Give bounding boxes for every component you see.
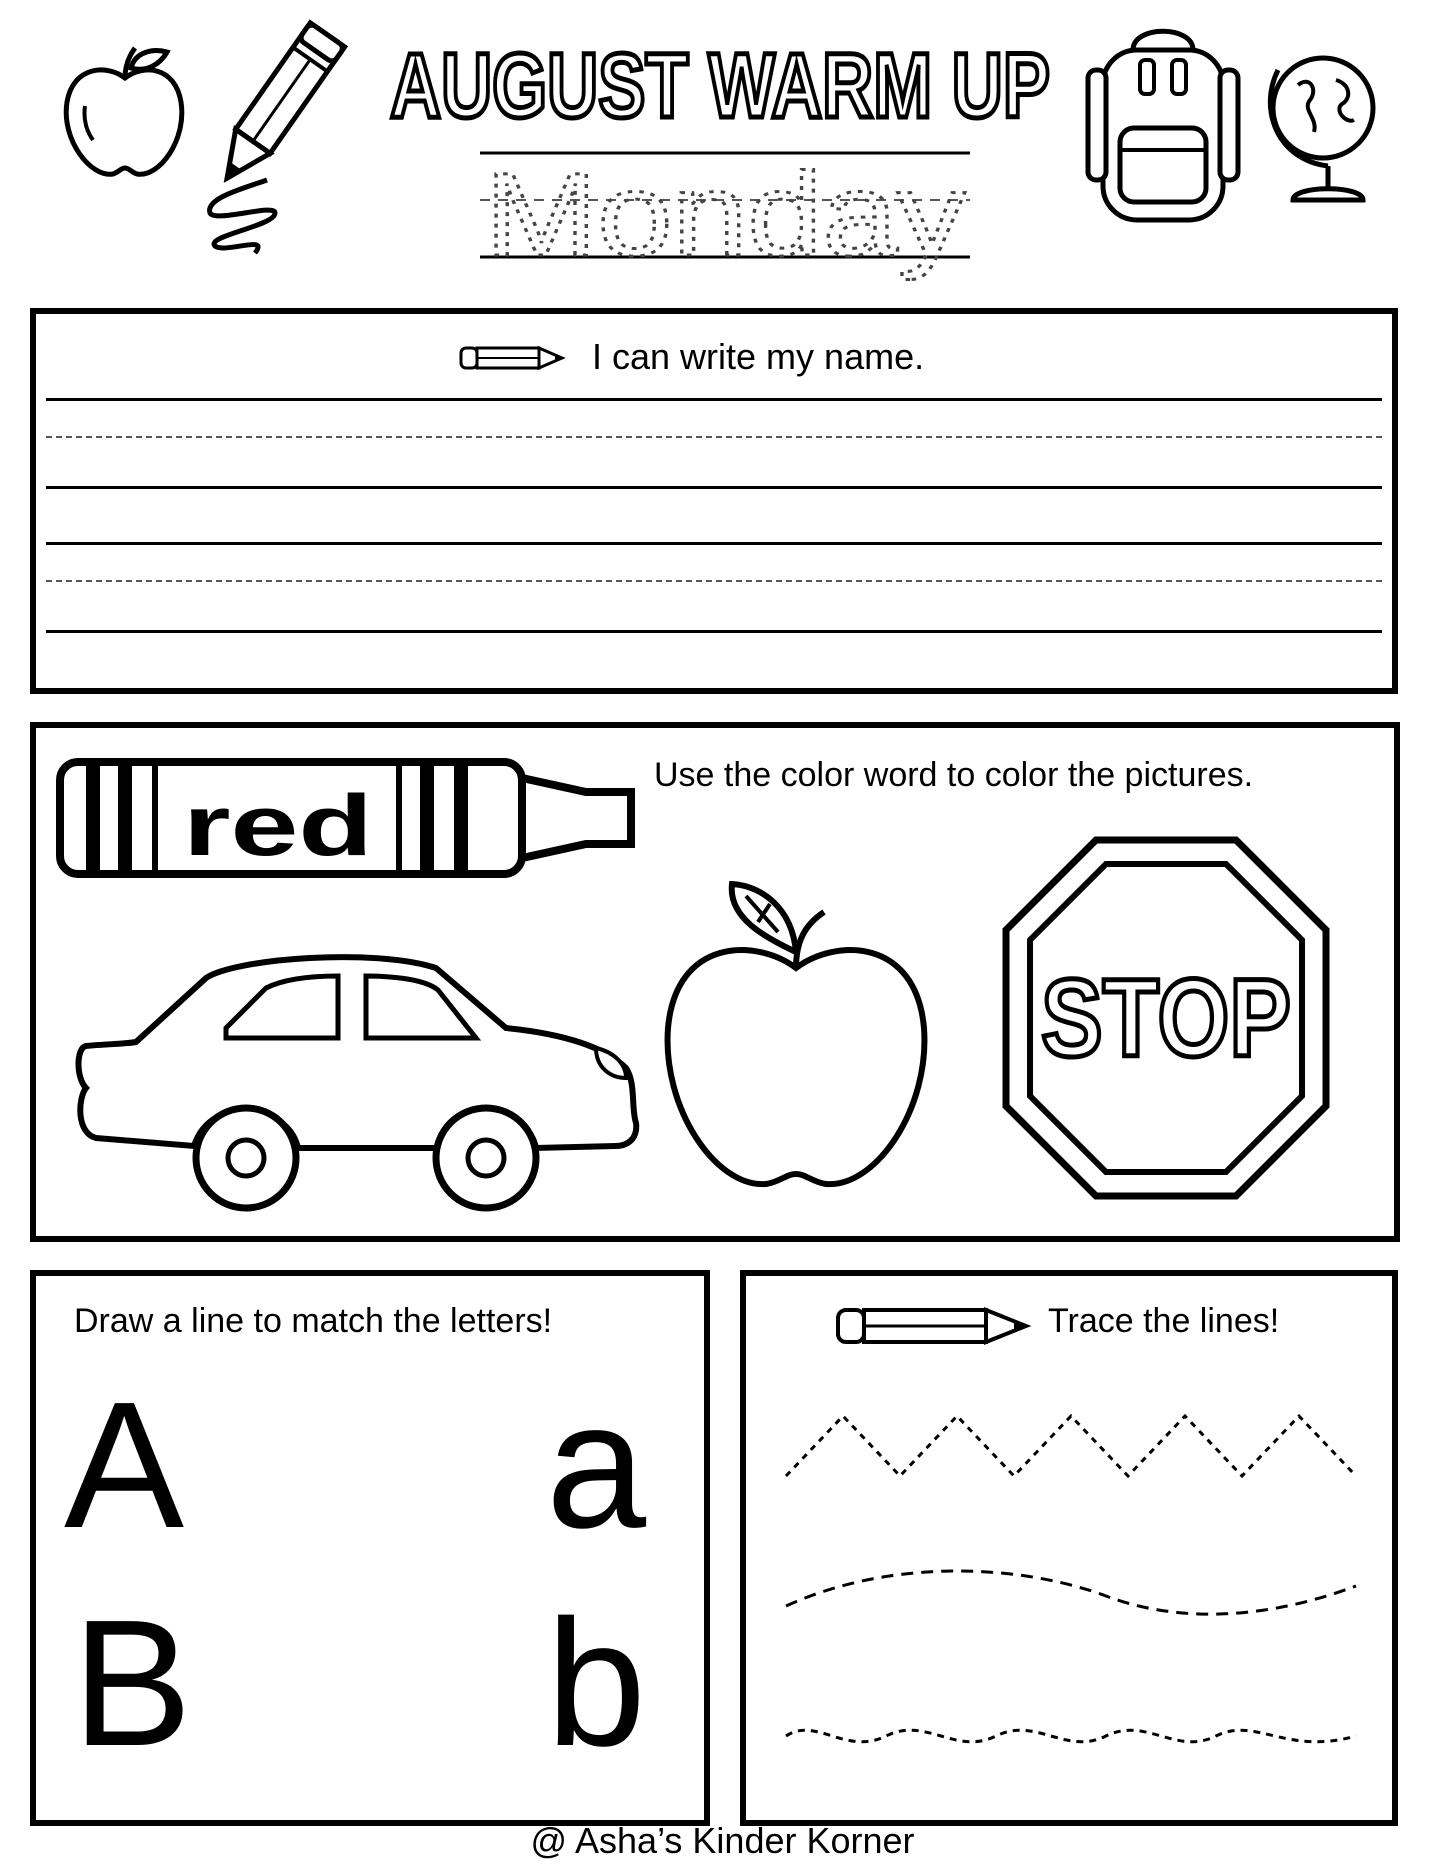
color-word-section [30, 722, 1400, 1242]
wave-trace-line [776, 1696, 1366, 1776]
handwriting-mid-line [46, 436, 1382, 438]
page-title [380, 22, 1060, 142]
trace-instruction: Trace the lines! [1048, 1302, 1280, 1340]
handwriting-base-line [46, 630, 1382, 633]
name-writing-section [30, 308, 1398, 694]
traceable-day [470, 145, 980, 295]
footer-credit: @ Asha’s Kinder Korner [530, 1820, 915, 1861]
globe-icon [1258, 40, 1398, 210]
zigzag-trace-line [776, 1406, 1366, 1496]
uppercase-letter: B [72, 1583, 193, 1784]
day-text: Monday [485, 149, 965, 281]
curve-trace-line [776, 1546, 1366, 1646]
handwriting-top-line [46, 542, 1382, 545]
pencil-icon [458, 342, 568, 374]
match-instruction: Draw a line to match the letters! [74, 1302, 553, 1340]
uppercase-letter: A [64, 1365, 185, 1566]
apple-icon [55, 40, 195, 180]
backpack-icon [1078, 10, 1248, 230]
car-icon [66, 918, 686, 1218]
handwriting-base-line [46, 486, 1382, 489]
title-text: AUGUST WARM UP [390, 35, 1050, 137]
pencil-icon [834, 1304, 1034, 1348]
handwriting-top-line [46, 398, 1382, 401]
name-prompt: I can write my name. [592, 336, 925, 377]
color-word: red [183, 778, 373, 874]
lowercase-letter: a [546, 1365, 647, 1566]
letter-match-section [30, 1270, 710, 1826]
stop-text: STOP [1041, 957, 1291, 1080]
color-instruction: Use the color word to color the pictures. [654, 756, 1254, 794]
trace-lines-section [740, 1270, 1398, 1826]
lowercase-letter: b [546, 1583, 647, 1784]
handwriting-mid-line [46, 580, 1382, 582]
stop-sign-icon [996, 828, 1336, 1208]
crayon-icon [56, 748, 656, 888]
pencil-icon [175, 8, 375, 268]
apple-icon [646, 828, 946, 1208]
